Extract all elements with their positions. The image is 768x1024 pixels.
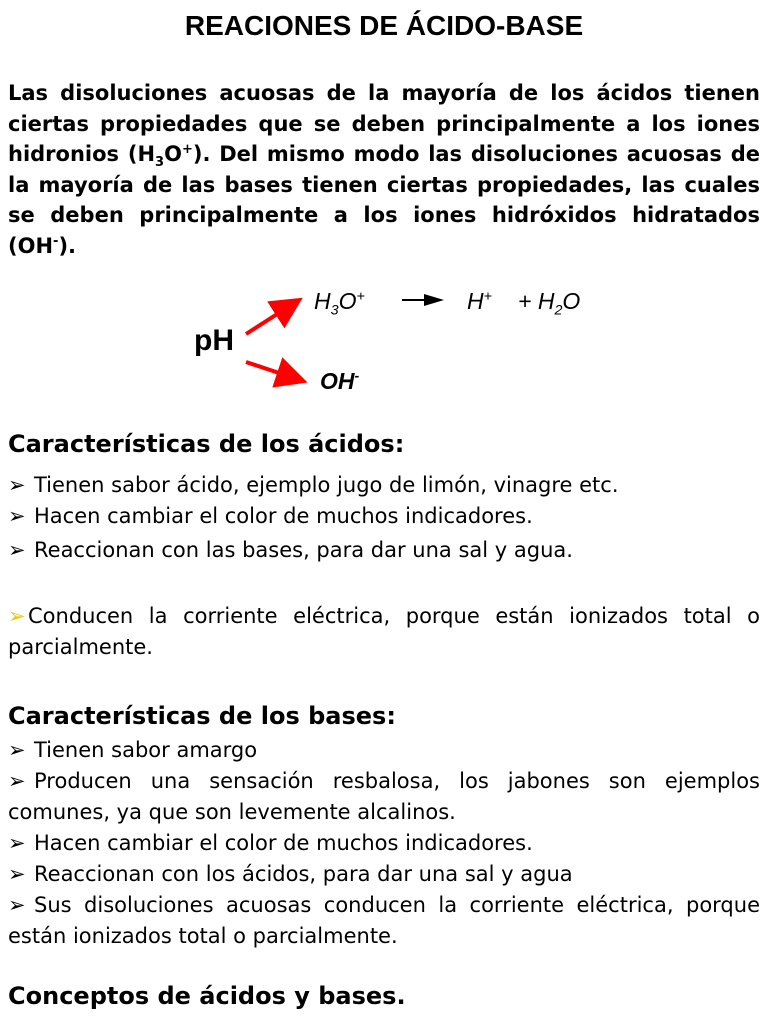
- arrow-bullet-icon: ➢: [8, 738, 26, 762]
- bases-list: [8, 735, 760, 952]
- concepts-heading: Conceptos de ácidos y bases.: [8, 982, 406, 1010]
- list-item: ➢ Tienen sabor ácido, ejemplo jugo de limón, vinagre etc.: [8, 470, 760, 501]
- h3o-label: $H_3O^+$: [314, 288, 365, 319]
- intro-paragraph: Las disoluciones acuosas de la mayoría de los ácidos tienen ciertas propiedades que se deben principalmente a los iones hidronios $(H_3O^+)$. Del mismo modo las disoluciones acuosas de la mayoría de las bases tienen ciertas propiedades, las cuales se deben principalmente a los iones hidróxidos hidratados (OH-).: [8, 81, 760, 258]
- diagram-arrows: [0, 270, 768, 410]
- h-plus-label: H+: [467, 288, 492, 314]
- oh-label: OH-: [320, 368, 360, 394]
- ph-diagram: [0, 270, 768, 410]
- list-item: ➢ Hacen cambiar el color de muchos indicadores.: [8, 501, 760, 532]
- acids-list: [8, 470, 760, 663]
- bases-heading: Características de los bases:: [8, 702, 396, 730]
- list-item: ➢ Reaccionan con los ácidos, para dar una sal y agua: [8, 859, 760, 890]
- arrow-bullet-icon: ➢: [8, 504, 26, 528]
- arrow-bullet-icon: ➢: [8, 769, 26, 793]
- ph-label: pH: [194, 324, 234, 357]
- list-item: ➢ Tienen sabor amargo: [8, 735, 760, 766]
- list-item: ➢ Conducen la corriente eléctrica, porque están ionizados total o parcialmente.: [8, 601, 760, 663]
- arrow-bullet-icon: ➢: [8, 538, 26, 562]
- arrow-bullet-icon: ➢: [8, 893, 26, 917]
- arrow-bullet-icon: ➢: [8, 473, 26, 497]
- yellow-arrow-bullet-icon: ➢: [8, 604, 26, 628]
- arrow-bullet-icon: ➢: [8, 862, 26, 886]
- arrow-to-oh: [246, 362, 300, 380]
- water-label: + $H_2O$: [518, 288, 581, 319]
- acids-heading: Características de los ácidos:: [8, 430, 405, 458]
- list-item: ➢ Hacen cambiar el color de muchos indicadores.: [8, 828, 760, 859]
- arrow-to-h3o: [246, 302, 296, 334]
- list-item: ➢ Producen una sensación resbalosa, los jabones son ejemplos comunes, ya que son levemente alcalinos.: [8, 766, 760, 828]
- arrow-bullet-icon: ➢: [8, 831, 26, 855]
- list-item: ➢ Reaccionan con las bases, para dar una sal y agua.: [8, 535, 760, 566]
- list-item: ➢ Sus disoluciones acuosas conducen la corriente eléctrica, porque están ionizados total o parcialmente.: [8, 890, 760, 952]
- page-title: REACIONES DE ÁCIDO-BASE: [184, 10, 584, 41]
